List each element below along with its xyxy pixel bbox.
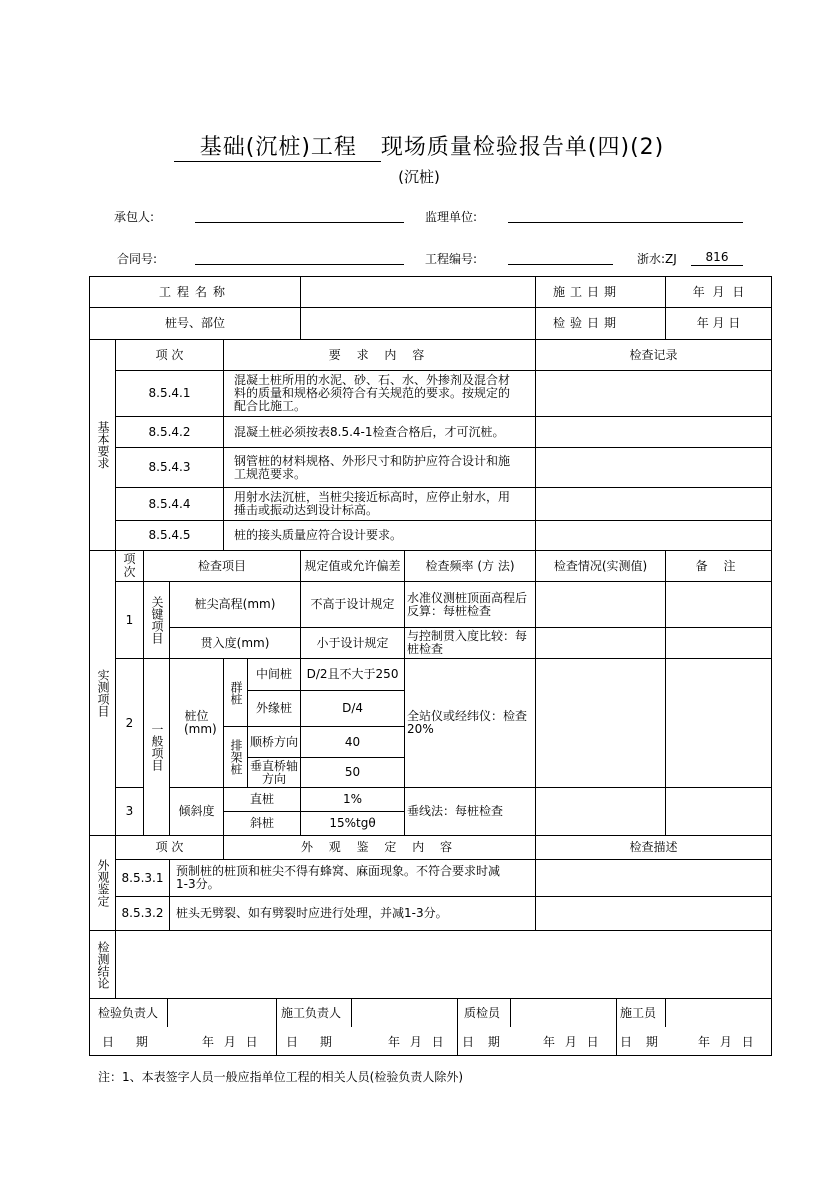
- inspector-date-value[interactable]: 年 月 日: [202, 1035, 258, 1049]
- measured-col-actual: 检查情况(实测值): [536, 551, 666, 582]
- key-item-no: 1: [116, 582, 144, 659]
- project-name-label: 工程名称: [90, 277, 301, 308]
- contractor-field[interactable]: [195, 222, 404, 223]
- form-code-prefix: 浙水:ZJ: [637, 252, 677, 266]
- basic-item-no: 8.5.4.4: [116, 488, 224, 521]
- inspection-form-table: [89, 276, 772, 1056]
- form-title: [0, 130, 838, 162]
- quality-date-label: 日 期: [462, 1035, 500, 1049]
- measured-items-section: 实测项目: [90, 551, 116, 836]
- general-item-no: 2: [116, 659, 144, 788]
- project-no-field[interactable]: [508, 264, 613, 265]
- appearance-col-content: 外 观 鉴 定 内 容: [224, 836, 536, 860]
- key-items-label: 关键项目: [144, 582, 170, 659]
- tip-elevation-spec: 不高于设计规定: [301, 582, 405, 628]
- tilt-remark[interactable]: [666, 788, 772, 836]
- basic-item-record[interactable]: [536, 417, 772, 448]
- along-bridge-spec: 40: [301, 727, 405, 758]
- tilt-actual[interactable]: [536, 788, 666, 836]
- basic-item-record[interactable]: [536, 448, 772, 488]
- inspection-date-label: 检验日期: [553, 316, 622, 331]
- builder-lead-date-value[interactable]: 年 月 日: [388, 1035, 444, 1049]
- penetration-item: 贯入度(mm): [170, 628, 301, 659]
- project-no-label: 工程编号:: [425, 252, 478, 266]
- appearance-col-item: 项 次: [116, 836, 224, 860]
- appearance-item-no: 8.5.3.1: [116, 860, 170, 897]
- pile-position-remark[interactable]: [666, 659, 772, 788]
- appearance-col-description: 检查描述: [536, 836, 772, 860]
- tilt-method: 垂线法：每桩检查: [405, 788, 536, 836]
- basic-item-text: 钢管桩的材料规格、外形尺寸和防护应符合设计和施工规范要求。: [224, 448, 536, 488]
- footnote: 注：1、本表签字人员一般应指单位工程的相关人员(检验负责人除外): [98, 1070, 464, 1084]
- basic-item-no: 8.5.4.5: [116, 521, 224, 551]
- pile-location-value[interactable]: [301, 308, 536, 340]
- project-name-value[interactable]: [301, 277, 536, 308]
- penetration-spec: 小于设计规定: [301, 628, 405, 659]
- conclusion-content[interactable]: [116, 931, 772, 999]
- appearance-item-description[interactable]: [536, 897, 772, 931]
- supervisor-label: 监理单位:: [425, 210, 478, 224]
- measured-col-spec: 规定值或允许偏差: [301, 551, 405, 582]
- basic-col-requirements: 要 求 内 容: [224, 340, 536, 371]
- contractor-label: 承包人:: [114, 210, 155, 224]
- tilt-item: 倾斜度: [170, 788, 224, 836]
- tilt-item-no: 3: [116, 788, 144, 836]
- penetration-actual[interactable]: [536, 628, 666, 659]
- builder-label: 施工员: [620, 1006, 657, 1020]
- measured-col-check-item: 检查项目: [144, 551, 301, 582]
- basic-item-record[interactable]: [536, 488, 772, 521]
- conclusion-section: 检测结论: [90, 931, 116, 999]
- basic-item-text: 桩的接头质量应符合设计要求。: [224, 521, 536, 551]
- bent-pile-label: 排架桩: [224, 727, 248, 788]
- slant-pile-item: 斜桩: [224, 812, 301, 836]
- form-subtitle: (沉桩): [398, 168, 440, 186]
- slant-pile-spec: 15%tgθ: [301, 812, 405, 836]
- contract-no-label: 合同号:: [117, 252, 158, 266]
- construction-date-value[interactable]: 年 月 日: [666, 277, 772, 308]
- basic-item-no: 8.5.4.3: [116, 448, 224, 488]
- quality-date-value[interactable]: 年 月 日: [543, 1035, 599, 1049]
- appearance-item-text: 桩头无劈裂、如有劈裂时应进行处理，并减1-3分。: [170, 897, 536, 931]
- builder-lead-date-label: 日 期: [286, 1035, 332, 1049]
- builder-date-label: 日 期: [620, 1035, 658, 1049]
- construction-date-label: 施工日期: [553, 284, 622, 299]
- straight-pile-item: 直桩: [224, 788, 301, 812]
- inspector-label: 检验负责人: [98, 1006, 159, 1020]
- basic-item-text: 混凝土桩所用的水泥、砂、石、水、外掺剂及混合材料的质量和规格必须符合有关规范的要求。按规定的配合比施工。: [224, 371, 536, 417]
- inspector-date-label: 日 期: [102, 1035, 148, 1049]
- appearance-item-description[interactable]: [536, 860, 772, 897]
- pile-position-actual[interactable]: [536, 659, 666, 788]
- basic-item-text: 混凝土桩必须按表8.5.4-1检查合格后，才可沉桩。: [224, 417, 536, 448]
- measured-col-remark: 备 注: [666, 551, 772, 582]
- tip-elevation-method: 水准仪测桩顶面高程后反算：每桩检查: [405, 582, 536, 628]
- penetration-remark[interactable]: [666, 628, 772, 659]
- outer-pile-spec: D/4: [301, 691, 405, 727]
- form-code-number: 816: [691, 250, 743, 266]
- basic-item-no: 8.5.4.2: [116, 417, 224, 448]
- inspection-date-value[interactable]: 年 月 日: [666, 308, 772, 340]
- appearance-item-no: 8.5.3.2: [116, 897, 170, 931]
- middle-pile-item: 中间桩: [248, 659, 301, 691]
- middle-pile-spec: D/2且不大于250: [301, 659, 405, 691]
- measured-col-frequency: 检查频率 (方 法): [405, 551, 536, 582]
- straight-pile-spec: 1%: [301, 788, 405, 812]
- builder-date-value[interactable]: 年 月 日: [698, 1035, 754, 1049]
- pile-position-method: 全站仪或经纬仪：检查20%: [405, 659, 536, 788]
- basic-col-item: 项 次: [116, 340, 224, 371]
- basic-item-record[interactable]: [536, 371, 772, 417]
- perpendicular-spec: 50: [301, 758, 405, 788]
- group-pile-label: 群桩: [224, 659, 248, 727]
- tip-elevation-remark[interactable]: [666, 582, 772, 628]
- quality-inspector-label: 质检员: [464, 1006, 501, 1020]
- tip-elevation-item: 桩尖高程(mm): [170, 582, 301, 628]
- appearance-item-text: 预制桩的桩顶和桩尖不得有蜂窝、麻面现象。不符合要求时减1-3分。: [170, 860, 536, 897]
- title-form-name: 现场质量检验报告单(四)(2): [380, 135, 665, 160]
- basic-item-record[interactable]: [536, 521, 772, 551]
- builder-lead-label: 施工负责人: [281, 1006, 342, 1020]
- pile-position-item: 桩位(mm): [170, 659, 224, 788]
- basic-col-record: 检查记录: [536, 340, 772, 371]
- penetration-method: 与控制贯入度比较：每桩检查: [405, 628, 536, 659]
- perpendicular-item: 垂直桥轴方向: [248, 758, 301, 788]
- basic-requirements-section: 基本要求: [90, 340, 116, 551]
- measured-col-item: 项次: [116, 551, 144, 582]
- pile-location-label: 桩号、部位: [90, 308, 301, 340]
- along-bridge-item: 顺桥方向: [248, 727, 301, 758]
- basic-item-text: 用射水法沉桩，当桩尖接近标高时，应停止射水，用捶击或振动达到设计标高。: [224, 488, 536, 521]
- general-items-label: 一般项目: [144, 659, 170, 836]
- outer-pile-item: 外缘桩: [248, 691, 301, 727]
- tip-elevation-actual[interactable]: [536, 582, 666, 628]
- basic-item-no: 8.5.4.1: [116, 371, 224, 417]
- supervisor-field[interactable]: [508, 222, 743, 223]
- contract-no-field[interactable]: [195, 264, 404, 265]
- appearance-section: 外观鉴定: [90, 836, 116, 931]
- title-project-type: 基础(沉桩)工程: [174, 130, 381, 162]
